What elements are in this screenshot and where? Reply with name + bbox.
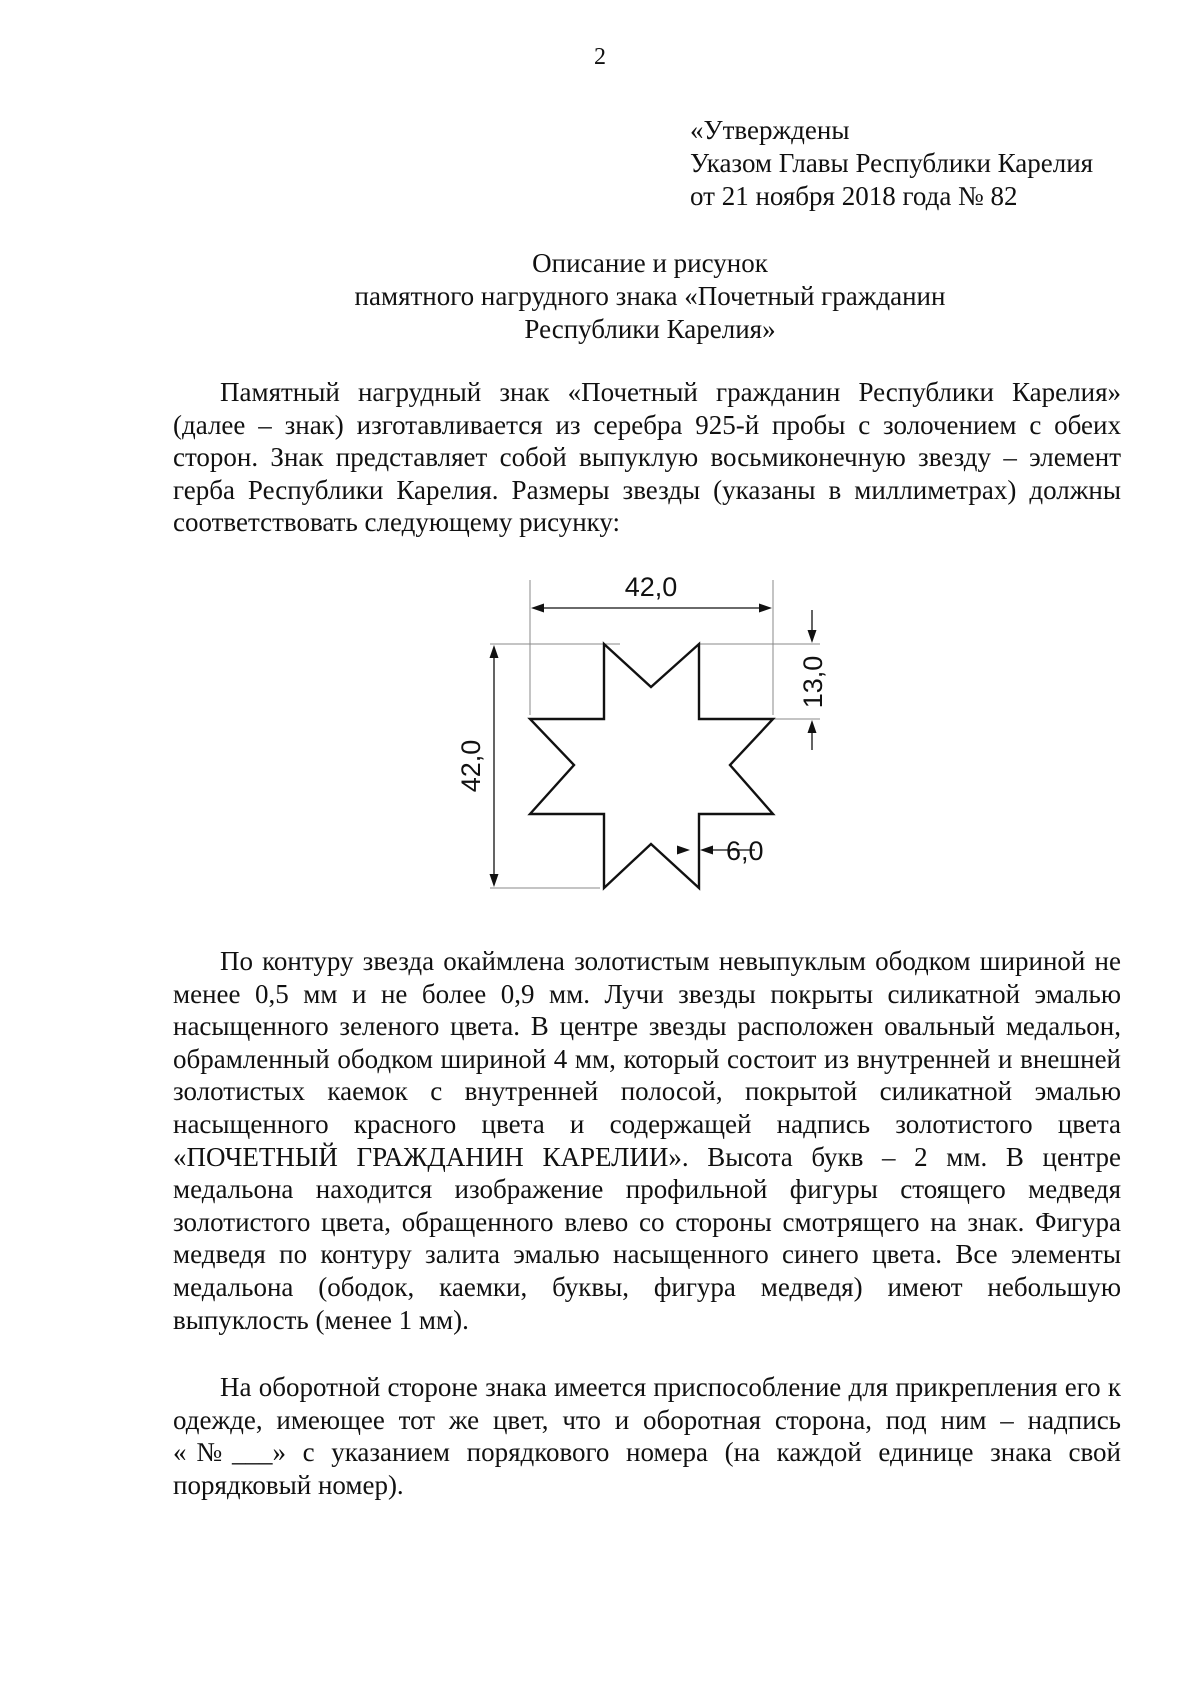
- title-line-2: памятного нагрудного знака «Почетный гражданин: [354, 281, 946, 311]
- title-line-1: Описание и рисунок: [532, 248, 768, 278]
- title-line-3: Республики Карелия»: [524, 314, 776, 344]
- extension-lines: [490, 580, 820, 888]
- approval-line-2: Указом Главы Республики Карелия: [690, 148, 1094, 178]
- dimension-lines: [494, 608, 812, 884]
- tip-dimension-label: 13,0: [798, 655, 828, 709]
- approval-line-1: «Утверждены: [690, 115, 850, 145]
- approval-line-3: от 21 ноября 2018 года № 82: [690, 181, 1018, 211]
- document-title: [0, 247, 1200, 346]
- star-figure: [430, 560, 850, 910]
- star-dimension-drawing: [430, 560, 850, 910]
- paragraph-reverse-side: На оборотной стороне знака имеется приспособление для прикрепления его к одежде, имеющее тот же цвет, что и оборотная сторона, под ним – надпись «№___» с указанием порядкового номера (на каждой единице знака свой порядковый номер).: [173, 1372, 1121, 1500]
- approval-block: [690, 114, 1160, 213]
- paragraph-intro: Памятный нагрудный знак «Почетный гражданин Республики Карелия» (далее – знак) изготавливается из серебра 925-й пробы с золочением с обеих сторон. Знак представляет собой выпуклую восьмиконечную звезду – элемент герба Республики Карелия. Размеры звезды (указаны в миллиметрах) должны соответствовать следующему рисунку:: [173, 377, 1121, 538]
- paragraph-description: По контуру звезда окаймлена золотистым невыпуклым ободком шириной не менее 0,5 мм и не более 0,9 мм. Лучи звезды покрыты силикатной эмалью насыщенного зеленого цвета. В центре звезды расположен овальный медальон, обрамленный ободком шириной 4 мм, который состоит из внутренней и внешней золотистых каемок с внутренней полосой, покрытой силикатной эмалью насыщенного красного цвета и содержащей надпись золотистого цвета «ПОЧЕТНЫЙ ГРАЖДАНИН КАРЕЛИИ». Высота букв – 2 мм. В центре медальона находится изображение профильной фигуры стоящего медведя золотистого цвета, обращенного влево со стороны смотрящего на знак. Фигура медведя по контуру залита эмалью насыщенного синего цвета. Все элементы медальона (ободок, каемки, буквы, фигура медведя) имеют небольшую выпуклость (менее 1 мм).: [173, 946, 1121, 1335]
- page-number: 2: [594, 44, 606, 70]
- width-dimension-label: 42,0: [624, 572, 678, 602]
- height-dimension-label: 42,0: [456, 739, 486, 793]
- notch-dimension-label: 6,0: [726, 836, 764, 866]
